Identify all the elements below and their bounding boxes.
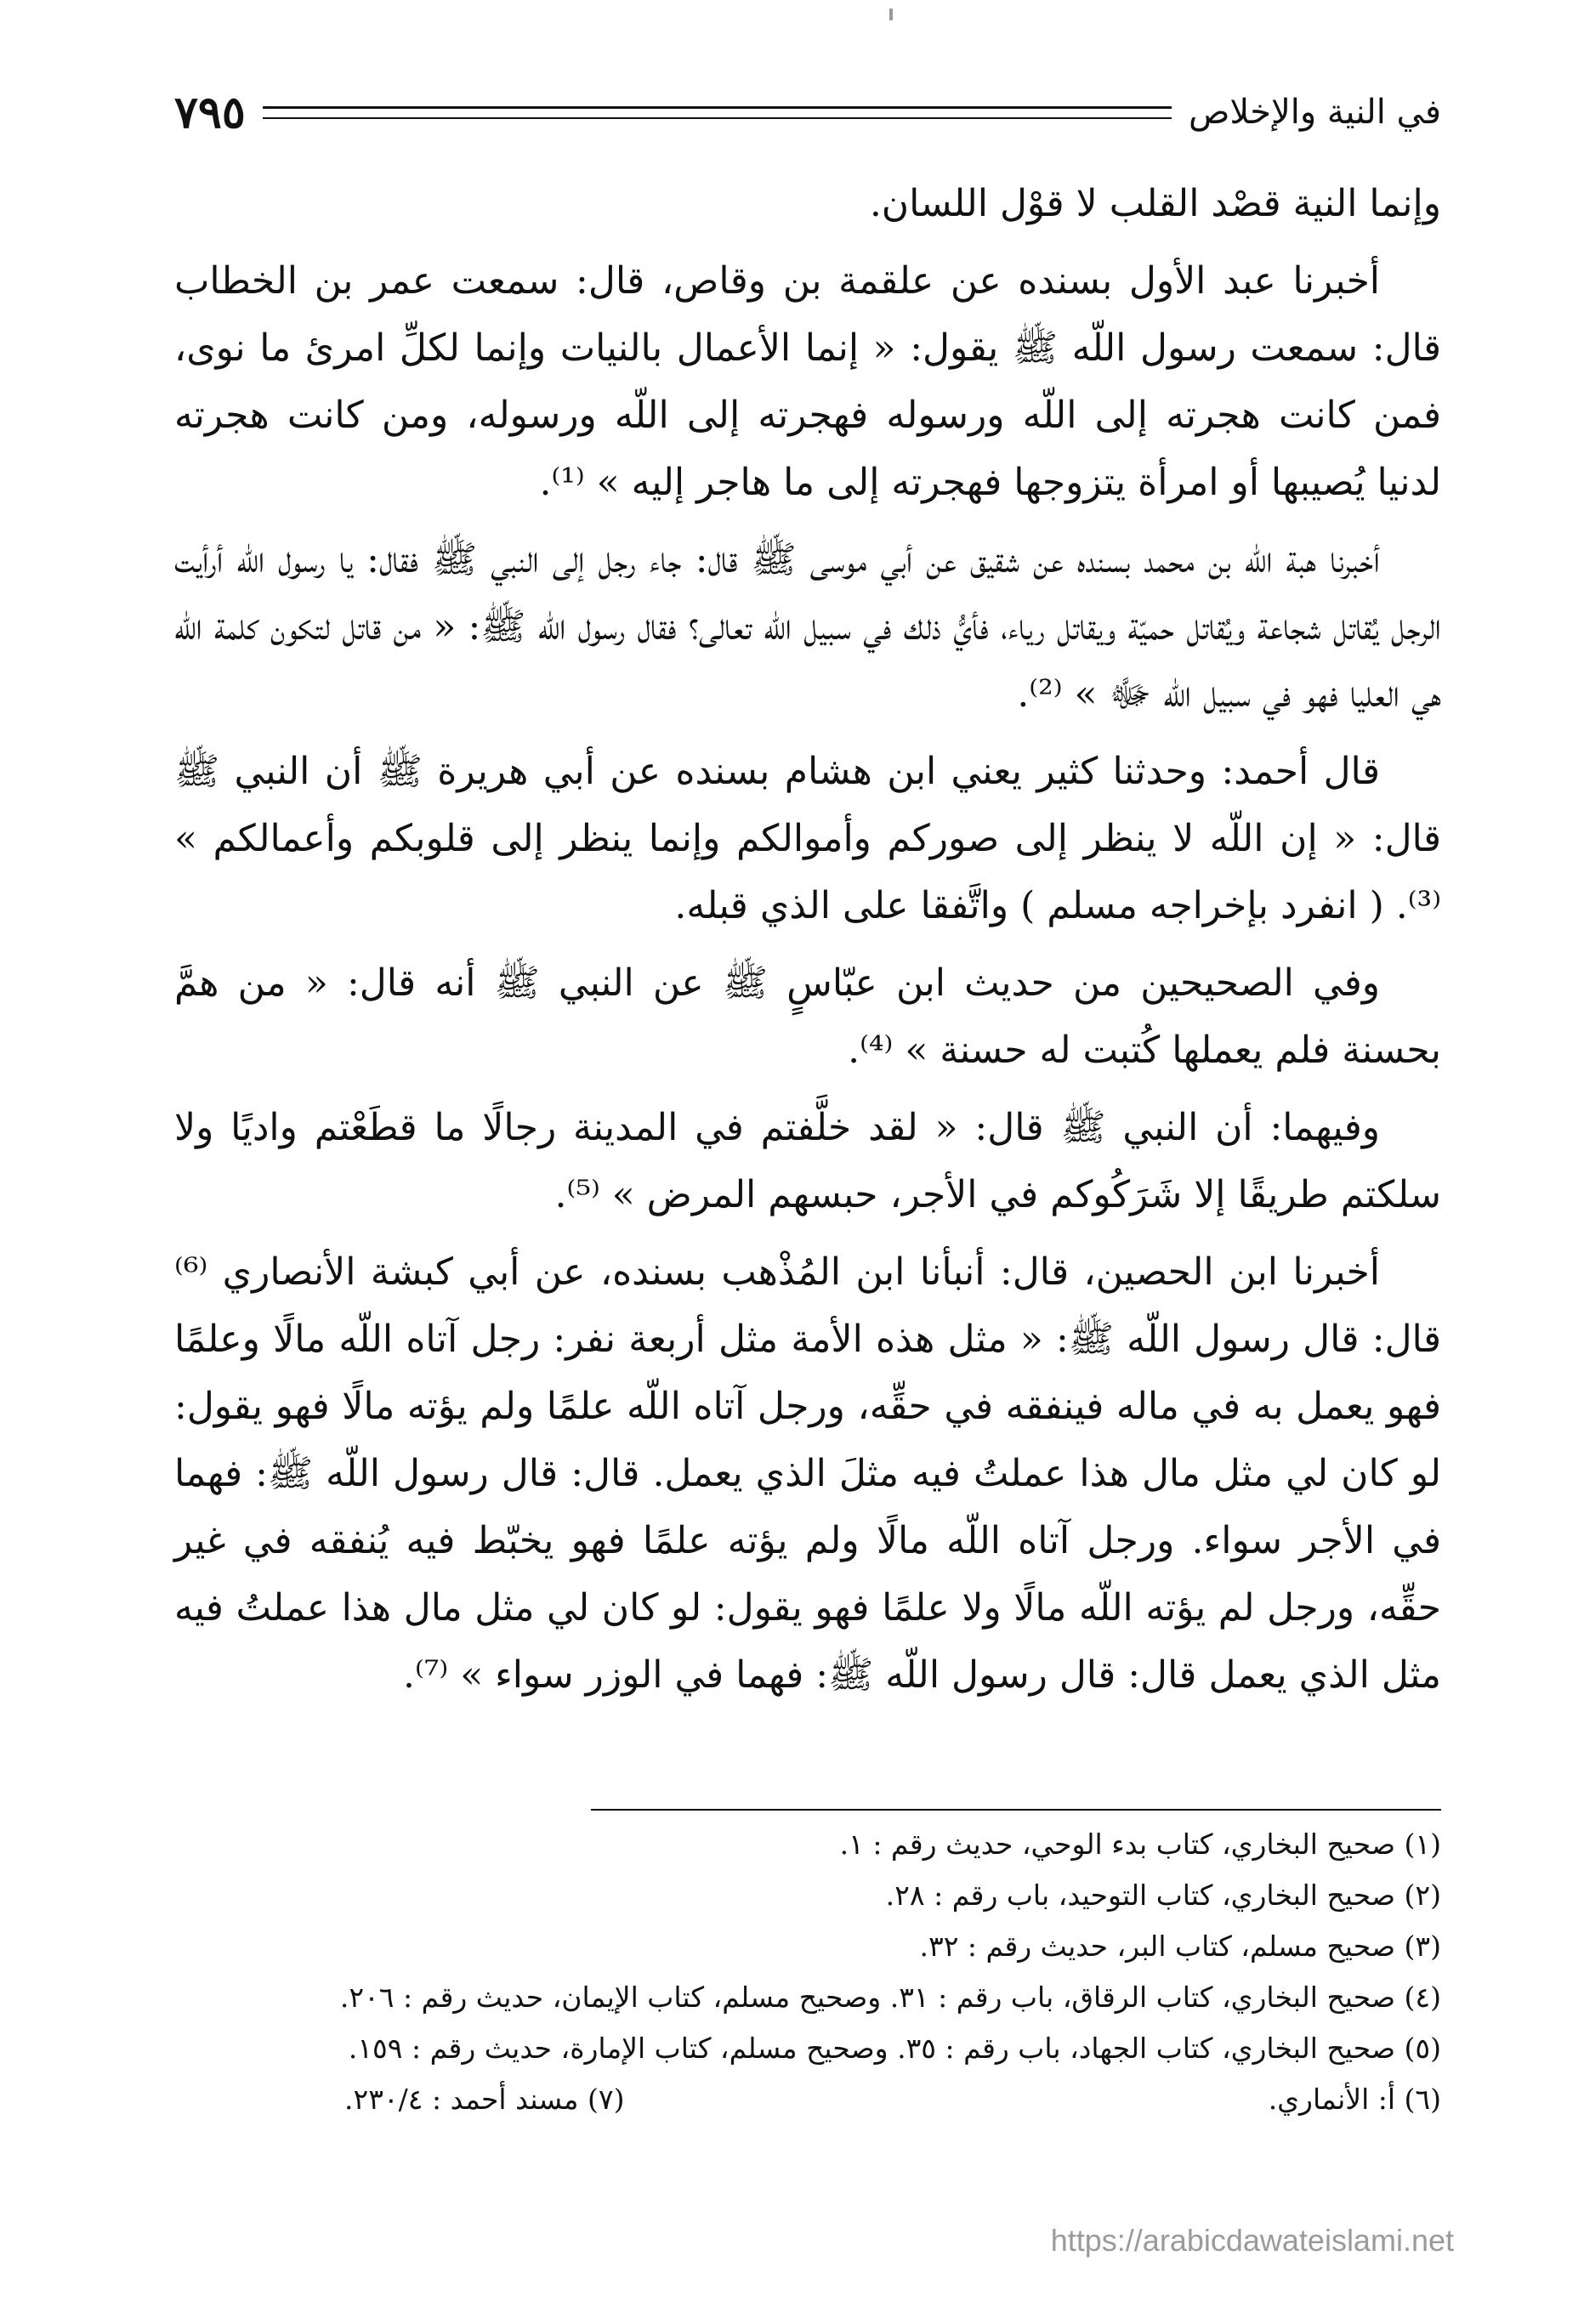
footnote: (٢) صحيح البخاري، كتاب التوحيد، باب رقم : ٢٨.: [885, 1879, 1441, 1912]
paragraph: أخبرنا هبة اللّه بن محمد بسنده عن شقيق عن أبي موسى ﷺ قال: جاء رجل إلى النبي ﷺ فقال: يا رسول اللّه أرأيت الرجل يُقاتل شجاعة ويُقاتل حميّة ويقاتل رياء، فأيُّ ذلك في سبيل اللّه تعالى؟ فقال رسول اللّه ﷺ: « من قاتل لتكون كلمة اللّه هي العليا فهو في سبيل اللّه ﷻ » ⁽²⁾.: [174, 538, 1442, 716]
footnote: (٥) صحيح البخاري، كتاب الجهاد، باب رقم : ٣٥. وصحيح مسلم، كتاب الإمارة، حديث رقم : ١٥٩.: [348, 2032, 1441, 2065]
paragraph: وإنما النية قصْد القلب لا قوْل اللسان.: [869, 182, 1441, 225]
footnote: (٦) أ: الأنماري.: [1268, 2083, 1441, 2116]
header-title: في النية والإخلاص: [1189, 93, 1441, 132]
footnote: (١) صحيح البخاري، كتاب بدء الوحي، حديث رقم : ١.: [839, 1828, 1441, 1861]
footnote: (٤) صحيح البخاري، كتاب الرقاق، باب رقم : ٣١. وصحيح مسلم، كتاب الإيمان، حديث رقم : ٢٠٦.: [339, 1981, 1441, 2014]
footnote-row: [174, 2074, 1441, 2125]
paragraph: وفي الصحيحين من حديث ابن عبّاسٍ ﷺ عن النبي ﷺ أنه قال: « من همَّ بحسنة فلم يعملها كُتبت له حسنة » ⁽⁴⁾.: [174, 961, 1441, 1072]
top-mark: [889, 9, 893, 20]
running-header: [174, 87, 1441, 138]
paragraph: قال أحمد: وحدثنا كثير يعني ابن هشام بسنده عن أبي هريرة ﷺ أن النبي ﷺ قال: « إن اللّه لا ينظر إلى صوركم وأموالكم وإنما ينظر إلى قلوبكم وأعمالكم » ⁽³⁾. ( انفرد بإخراجه مسلم ) واتَّفقا على الذي قبله.: [174, 750, 1441, 927]
watermark-url: https://arabicdawateislami.net: [1050, 2223, 1454, 2258]
header-rule: [263, 106, 1172, 119]
paragraph: أخبرنا عبد الأول بسنده عن علقمة بن وقاص، قال: سمعت عمر بن الخطاب قال: سمعت رسول اللّه ﷺ يقول: « إنما الأعمال بالنيات وإنما لكلِّ امرئ ما نوى، فمن كانت هجرته إلى اللّه ورسوله فهجرته إلى اللّه ورسوله، ومن كانت هجرته لدنيا يُصيبها أو امرأة يتزوجها فهجرته إلى ما هاجر إليه » ⁽¹⁾.: [174, 259, 1441, 504]
page-number: ٧٩٥: [174, 86, 246, 139]
footnotes: [174, 1819, 1441, 2125]
footnote: (٧) مسند أحمد : ٢٣٠/٤.: [344, 2083, 625, 2116]
footnote: (٣) صحيح مسلم، كتاب البر، حديث رقم : ٣٢.: [919, 1930, 1441, 1963]
paragraph: أخبرنا ابن الحصين، قال: أنبأنا ابن المُذْهب بسنده، عن أبي كبشة الأنصاري ⁽⁶⁾ قال: قال رسول اللّه ﷺ: « مثل هذه الأمة مثل أربعة نفر: رجل آتاه اللّه مالًا وعلمًا فهو يعمل به في ماله فينفقه في حقِّه، ورجل آتاه اللّه علمًا ولم يؤته مالًا فهو يقول: لو كان لي مثل مال هذا عملتُ فيه مثلَ الذي يعمل. قال: قال رسول اللّه ﷺ: فهما في الأجر سواء. ورجل آتاه اللّه مالًا ولم يؤته علمًا فهو يخبّط فيه يُنفقه في غير حقِّه، ورجل لم يؤته اللّه مالًا ولا علمًا فهو يقول: لو كان لي مثل مال هذا عملتُ فيه مثل الذي يعمل قال: قال رسول اللّه ﷺ: فهما في الوزر سواء » ⁽⁷⁾.: [174, 1250, 1441, 1697]
footnote-separator: [591, 1809, 1441, 1811]
paragraph: وفيهما: أن النبي ﷺ قال: « لقد خلَّفتم في المدينة رجالًا ما قطَعْتم واديًا ولا سلكتم طريقًا إلا شَرَكُوكم في الأجر، حبسهم المرض » ⁽⁵⁾.: [174, 1106, 1441, 1216]
main-text: [174, 170, 1441, 1719]
